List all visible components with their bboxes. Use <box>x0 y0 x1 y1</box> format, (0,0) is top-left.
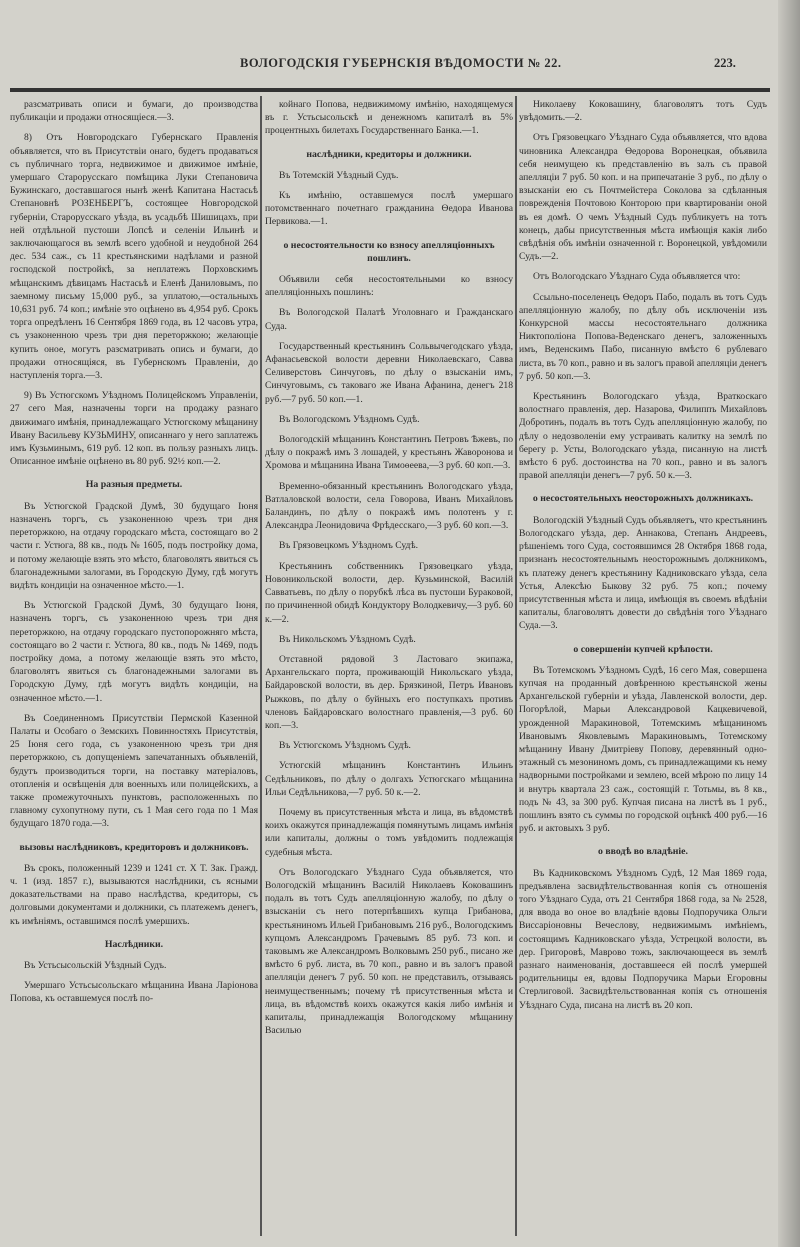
paragraph: 9) Въ Устюгскомъ Уѣздномъ Полицейскомъ Управленіи, 27 сего Мая, назначены торги на продажу разнаго движимаго имѣнія, принадлежащаго Устюгскому мѣщанину Ивану Васильеву КУЗЬМИНУ, описаннаго у него заплатежъ имъ Кузьминымъ, 619 руб. 12 коп. въ пользу разныхъ лицъ. Описанное имѣніе оцѣнено въ 80 руб. 92½ коп.—2. <box>10 390 258 468</box>
section-heading: о несостоятельныхъ неосторожныхъ должникахъ. <box>532 493 754 505</box>
section-heading: вызовы наслѣдниковъ, кредиторовъ и должниковъ. <box>19 841 249 853</box>
page-header <box>0 56 780 76</box>
column-divider <box>260 96 262 1236</box>
paragraph: Въ Тотемскомъ Уѣздномъ Судѣ, 16 сего Мая, совершена купчая на проданный довѣренною крестьянской жены Архангельской губерніи и уѣзда, Лавленской волости, дер. Погорѣлой, Марьи Александровой Кацкевичевой, урожденной Маракиновой, Тотемскимъ мѣщаниномъ Ивановымъ Яковлевымъ Маракиновымъ, Тотемскому мѣщанину Ивану Дмитріеву Попову, деревянный одно-этажный съ мезониномъ домъ, съ принадлежащими къ нему надворными постройками и землею, всей мѣрою по лицу 14 и внутрь квартала 23 саж., состоящій г. Тотьмы, въ 8 кв., подъ № 43, за 300 руб. Купчая писана на листѣ въ 1 руб., пошлинъ взято съ суммы по городской оцѣнкѣ 400 руб.—16 руб. и актовыхъ 3 руб. <box>519 664 767 835</box>
paragraph: Крестьянинъ Вологодскаго уѣзда, Враткоскаго волостнаго правленія, дер. Назарова, Филиппъ Михайловъ Добротинъ, подалъ въ тотъ Судъ апелляціонную жалобу, по дѣлу о недозволеніи ему устраивать калитку на землѣ по берегу р. Усты, Вологодскаго уѣзда, писанную на листѣ вмѣсто 6 руб. достоинства на 70 коп., равно и въ залогъ правой апелляціи денегъ—7 руб. 50 к.—3. <box>519 391 767 482</box>
paragraph: Объявили себя несостоятельными ко взносу апелляціонныхъ пошлинъ: <box>265 274 513 299</box>
section-heading: о несостоятельности ко взносу апелляціонныхъ пошлинъ. <box>283 239 495 264</box>
paragraph: Въ Грязовецкомъ Уѣздномъ Судѣ. <box>279 540 419 552</box>
paragraph: Умершаго Устьсысольскаго мѣщанина Ивана Ларіонова Попова, къ оставшемуся послѣ по- <box>10 980 258 1005</box>
paragraph: Въ Кадниковскомъ Уѣздномъ Судѣ, 12 Мая 1869 года, предъявлена засвидѣтельствованная копія съ отношенія того Уѣзднаго Суда, отъ 21 Сентября 1868 года, за № 2528, для ввода во оное во владѣніе вдовы Подпоручика Ольги Виссаріоновны Вечеслову, недвижимымъ имѣніемъ, состоящимъ Кадниковскаго уѣзда, Устрецкой волости, въ дер. Григоровѣ, Маврово тожъ, заключающееся въ землѣ разнаго наименованія, доставшееся ей послѣ умершей родительницы ея, вдовы Подпоручика Марьи Егоровны Стерлиговой. Засвидѣтельствованная копія съ отношенія Уѣзднаго Суда, писана на листѣ въ 20 коп. <box>519 867 767 1011</box>
paragraph: Ссыльно-поселенецъ Ѳедоръ Пабо, подалъ въ тотъ Судъ апелляціонную жалобу, по дѣлу объ исключеніи изъ Конкурсной массы несостоятельнаго должника Никтополіона Попова-Веденскаго денегъ, заложенныхъ имъ, Веденскимъ Пабо, писанную вмѣсто 6 рублеваго листа, въ 70 коп., равно и въ залогъ правой апелляціи денегъ 7 руб. 50 коп.—3. <box>519 291 767 382</box>
paragraph: Отъ Грязовецкаго Уѣзднаго Суда объявляется, что вдова чиновника Александра Ѳедорова Воронецкая, объявила себя неимущею къ представленію въ залъ съ правой апелляціи 7 руб. 50 коп. и на припечатаніе 3 руб., по дѣлу о взысканіи ею съ Почтмейстера Соколова за сдѣланныя поврежденія Почтовою Конторою при квартированіи оной въ ея домѣ. О чемъ Уѣздный Судъ публикуетъ на тотъ конецъ, дабы присутственныя мѣста имѣющія какія либо свѣдѣнія объ имѣніи означенной г. Воронецкой, увѣдомили Судъ.—2. <box>519 132 767 263</box>
paragraph: Въ Соединенномъ Присутствіи Пермской Казенной Палаты и Особаго о Земскихъ Повинностяхъ Присутствія, 25 Іюня сего года, съ узаконенною чрезъ три дня переторжкою, съ допущеніемъ запечатанныхъ объявленій, будутъ производиться торги, на поставку матеріаловъ, отопленія и освѣщенія для военныхъ или полицейскихъ, а также промежуточныхъ пунктовъ, расположенныхъ по главному сухопутному пути, съ 1 Мая сего года по 1 Мая будущаго 1870 года.—3. <box>10 712 258 830</box>
column-2 <box>265 98 513 1044</box>
paragraph: Въ Устюгской Градской Думѣ, 30 будущаго Іюня назначенъ торгъ, съ узаконенною чрезъ три дня переторжкою, на отдачу городскаго мѣста, состоящаго во 2 части г. Устюга, 88 кв., подъ № 1605, подъ постройку дома, и потому желающіе взять это мѣсто, благоволятъ явиться съ благонадежными залогами, въ Городскую Думу, гдѣ могутъ видѣть кондиціи на означенное мѣсто.—1. <box>10 500 258 591</box>
paragraph: 8) Отъ Новгородскаго Губернскаго Правленія объявляется, что въ Присутствіи онаго, будетъ продаваться съ публичнаго торга, недвижимое и движимое имѣніе, умершаго Старорусскаго помѣщика Луки Степановича Бужинскаго, доставшагося нынѣ женѣ Капитана Настасьѣ Степановнѣ РОЗЕНБЕРГЪ, состоящее Новгородской губерніи, Старорусскаго уѣзда, въ усадьбѣ Шишицахъ, при ней отдѣльной пустоши Лопсѣ и селеніи Ильинѣ и заключающагося въ землѣ всего удобной и неудобной 264 дес. 534 саж., съ 11 крестьянскими надѣлами и разной господской постройкѣ, за неплатежъ Порховскимъ мѣщанскимъ дѣвицамъ Настасьѣ и Еленѣ Даниловымъ, по заемному письму 15,000 руб., за уплатою,—остальныхъ 10,631 руб. 74 коп.; имѣніе это оцѣнено въ 4,954 руб. Срокъ торга опредѣленъ 16 Сентября 1869 года, въ 12 часовъ утра, съ узаконенною чрезъ три дня переторжкою; желающіе купить оное, могутъ разсматривать опись и бумаги, до продажи относящіяся, въ Губернскомъ Правленіи, до наступленія торга.—3. <box>10 132 258 382</box>
paragraph: Вологодскій Уѣздный Судъ объявляетъ, что крестьянинъ Вологодскаго уѣзда, дер. Аннакова, Степанъ Андреевъ, рѣшеніемъ того Суда, состоявшимся 28 Октября 1868 года, признанъ несостоятельнымъ неосторожнымъ должникомъ, къ платежу денегъ крестьянину Кадниковскаго уѣзда, села Устья, Алексѣю Быкову 32 руб. 75 коп.; почему присутственныя мѣста и лица, имѣющія въ своемъ вѣдѣніи капиталы, благоволятъ довести до свѣдѣнія того Уѣзднаго Суда.—3. <box>519 514 767 632</box>
paragraph: Николаеву Коковашину, благоволятъ тотъ Судъ увѣдомить.—2. <box>519 99 767 124</box>
paragraph: Отъ Вологодскаго Уѣзднаго Суда объявляется что: <box>533 271 741 283</box>
section-heading: о совершеніи купчей крѣпости. <box>573 643 713 655</box>
header-rule <box>10 88 770 92</box>
paragraph: Отставной рядовой 3 Ластоваго экипажа, Архангельскаго порта, проживающій Никольскаго уѣзда, Байдаровской волости, въ дер. Брязкиной, Петръ Ивановъ Рыжковъ, по дѣлу о буйныхъ его поступкахъ противъ членовъ Байдаровскаго волостнаго правленія,—3 руб. 60 коп.—3. <box>265 653 513 731</box>
section-heading: На разныя предметы. <box>85 479 183 491</box>
column-1 <box>10 98 258 1013</box>
paragraph: Въ Устюгской Градской Думѣ, 30 будущаго Іюня, назначенъ торгъ, съ узаконенною чрезъ три дня переторжкою, на отдачу городскаго пустопорожняго мѣста, состоящаго во 2 части г. Устюга, 80 кв., подъ № 1469, подъ постройку дома, а потому желающіе взять это мѣсто, благоволятъ явиться съ благонадежными залогами въ Городскую Думу, гдѣ могутъ видѣть кондиціи, на означенное мѣсто.—1. <box>10 600 258 704</box>
section-heading: о вводѣ во владѣніе. <box>598 846 688 858</box>
paragraph: койнаго Попова, недвижимому имѣнію, находящемуся въ г. Устьсысольскѣ и денежномъ капиталѣ въ 5% процентныхъ билетахъ Государственнаго Банка.—1. <box>265 99 513 137</box>
paragraph: Крестьянинъ собственникъ Грязовецкаго уѣзда, Новоникольской волости, дер. Кузьминской, Василій Савватьевъ, по дѣлу о порубкѣ лѣса въ пустоши Бураковой, по причиненной обидѣ Кондуктору Володкевичу,—3 руб. 60 к.—2. <box>265 560 513 625</box>
paragraph: Вологодскій мѣщанинъ Константинъ Петровъ Ѣжевъ, по дѣлу о покражѣ имъ 3 лошадей, у крестьянъ Жаворонова и Хромова и мѣщанина Ивана Тимоѳеева,—3 руб. 60 коп.—3. <box>265 434 513 472</box>
paragraph: Отъ Вологодскаго Уѣзднаго Суда объявляется, что Вологодскій мѣщанинъ Василій Николаевъ Коковашинъ подалъ въ тотъ Судъ апелляціонную жалобу, по дѣлу о взысканіи съ него потерпѣвшихъ купца Грибанова, крестьяниномъ Ильей Грибановымъ 216 руб., Вологодскимъ купцомъ Александромъ Грачевымъ 85 руб. 73 коп. и таковымъ же Александромъ Волковымъ 250 руб., писано же вмѣсто 6 руб. листа, въ 70 коп., равно и въ залогъ правой апелляціи денегъ 7 руб. 50 коп. не представилъ, отзываясь неимущественнымъ; почему тѣ присутственныя мѣста и лица, въ вѣдомствѣ коихъ окажутся какія либо имѣнія и капиталы, принадлежащія Вологодскому мѣщанину Василью <box>265 866 513 1037</box>
paragraph: Въ Вологодскомъ Уѣздномъ Судѣ. <box>279 413 420 425</box>
paragraph: Въ Тотемскій Уѣздный Судъ. <box>279 169 399 181</box>
paragraph: Къ имѣнію, оставшемуся послѣ умершаго потомственнаго почетнаго гражданина Ѳедора Иванова Первикова.—1. <box>265 190 513 228</box>
paragraph: Почему въ присутственныя мѣста и лица, въ вѣдомствѣ коихъ окажутся принадлежащія помянутымъ лицамъ имѣнія или капиталы, должны о томъ увѣдомить подлежащія судебныя мѣста. <box>265 806 514 858</box>
paragraph: Временно-обязанный крестьянинъ Вологодскаго уѣзда, Ватлаловской волости, села Говорова, Иванъ Михайловъ Баландинъ, по дѣлу о покражѣ имъ полотенъ у г. Александра Леонидовича Фрѣдесскаго,—3 руб. 60 коп.—3. <box>265 480 513 532</box>
paragraph: разсматривать описи и бумаги, до производства публикаціи и продажи относящіеся.—3. <box>10 99 258 124</box>
paragraph: Устюгскій мѣщанинъ Константинъ Ильинъ Седѣльниковъ, по дѣлу о долгахъ Устюгскаго мѣщанина Ильи Седѣльникова,—7 руб. 50 к.—2. <box>265 760 513 798</box>
paragraph: Въ Устюгскомъ Уѣздномъ Судѣ. <box>279 740 411 752</box>
page-number: 223. <box>714 56 736 70</box>
column-3 <box>519 98 767 1019</box>
paragraph: Въ Вологодской Палатѣ Уголовнаго и Гражданскаго Суда. <box>265 307 513 332</box>
paragraph: Въ Никольскомъ Уѣздномъ Судѣ. <box>279 633 416 645</box>
section-heading: наслѣдники, кредиторы и должники. <box>306 148 472 160</box>
newspaper-title: ВОЛОГОДСКІЯ ГУБЕРНСКІЯ ВѢДОМОСТИ № 22. <box>240 56 562 70</box>
paragraph: Въ срокъ, положенный 1239 и 1241 ст. X Т. Зак. Гражд. ч. 1 (изд. 1857 г.), вызываются наслѣдники, съ ясными доказательствами на право наслѣдства, кредиторы, съ долговыми документами и должники, съ платежемъ денегъ, къ имѣніямъ, оставшимся послѣ умершихъ. <box>10 862 258 927</box>
paragraph: Государственный крестьянинъ Сольвычегодскаго уѣзда, Афанасьевской волости деревни Николаевскаго, Савва Селиверстовъ Синчуговъ, по дѣлу о взысканіи имъ, Синчуговымъ, съ таковаго же Ивана Афанина, денегъ 218 руб.—7 руб. 50 коп.—1. <box>265 340 513 405</box>
section-heading: Наслѣдники. <box>104 938 164 950</box>
paragraph: Въ Устьсысольскій Уѣздный Судъ. <box>24 959 167 971</box>
column-divider <box>515 96 517 1236</box>
page-edge <box>778 0 800 1247</box>
